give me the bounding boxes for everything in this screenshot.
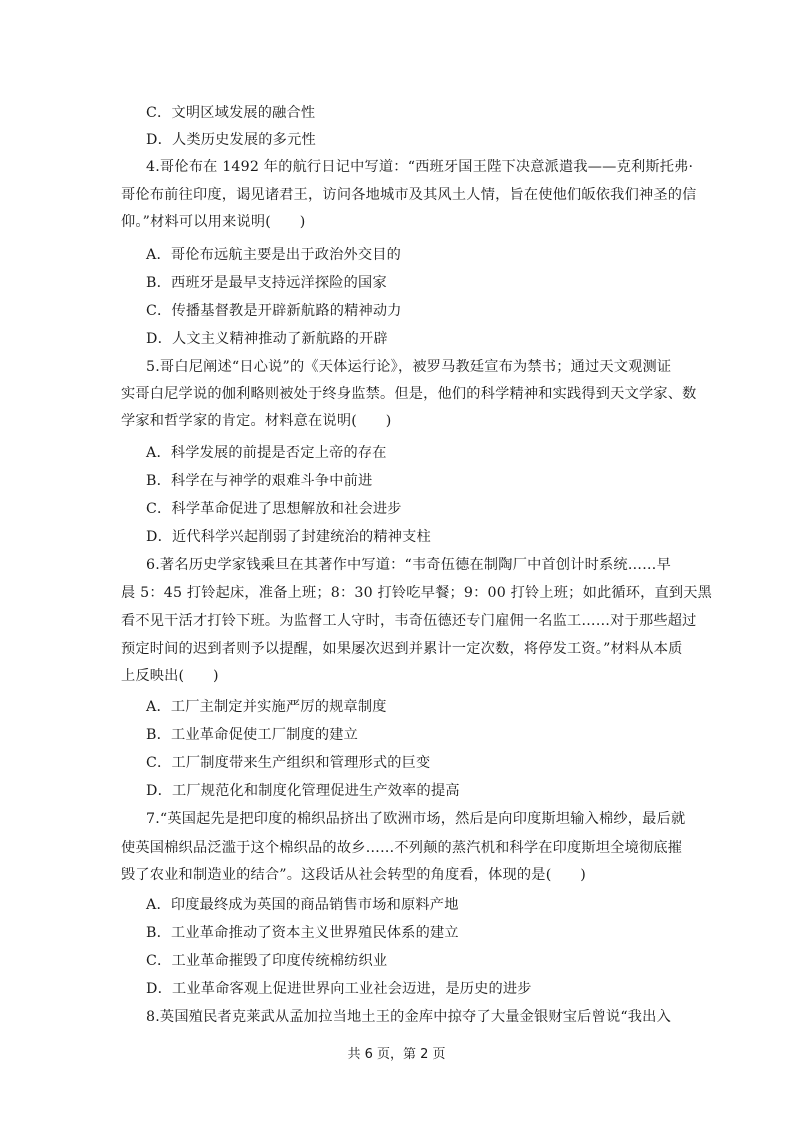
option-a: A．印度最终成为英国的商品销售市场和原料产地: [146, 897, 459, 913]
question-7-line: 毁了农业和制造业的结合”。这段话从社会转型的角度看，体现的是( ): [121, 867, 586, 883]
question-5-line: 学家和哲学家的肯定。材料意在说明( ): [121, 413, 392, 429]
question-6-line: 看不见干活才打铃下班。为监督工人守时，韦奇伍德还专门雇佣一名监工……对于那些超过: [121, 613, 697, 629]
question-8-line: 8.英国殖民者克莱武从孟加拉当地土王的金库中掠夺了大量金银财宝后曾说“我出入: [146, 1009, 671, 1025]
option-c: C．工厂制度带来生产组织和管理形式的巨变: [146, 755, 431, 771]
question-4-line: 仰。”材料可以用来说明( ): [121, 214, 306, 230]
option-c: C．传播基督教是开辟新航路的精神动力: [146, 303, 402, 319]
question-6-line: 上反映出( ): [121, 668, 219, 684]
option-b: B．工业革命推动了资本主义世界殖民体系的建立: [146, 925, 459, 941]
option-d: D．人文主义精神推动了新航路的开辟: [146, 331, 388, 347]
question-6-line: 6.著名历史学家钱乘旦在其著作中写道：“韦奇伍德在制陶厂中首创计时系统……早: [146, 557, 671, 573]
option-b: B．工业革命促使工厂制度的建立: [146, 727, 359, 743]
question-6-line: 预定时间的迟到者则予以提醒，如果屡次迟到并累计一定次数，将停发工资。”材料从本质: [121, 641, 683, 657]
question-6-line: 晨 5：45 打铃起床，准备上班；8：30 打铃吃早餐；9：00 打铃上班；如此循环，直到天黑: [121, 585, 713, 601]
page-footer: 共 6 页，第 2 页: [347, 1047, 446, 1062]
option-b: B．科学在与神学的艰难斗争中前进: [146, 473, 373, 489]
option-c: C．文明区域发展的融合性: [146, 105, 316, 121]
option-d: D．人类历史发展的多元性: [146, 132, 316, 148]
question-4-line: 哥伦布前往印度，谒见诸君王，访问各地城市及其风土人情，旨在使他们皈依我们神圣的信: [121, 187, 697, 203]
option-c: C．工业革命摧毁了印度传统棉纺织业: [146, 953, 388, 969]
option-d: D．工业革命客观上促进世界向工业社会迈进，是历史的进步: [146, 981, 532, 997]
question-4-line: 4.哥伦布在 1492 年的航行日记中写道：“西班牙国王陛下决意派遣我——克利斯托弗·: [146, 159, 694, 175]
question-5-line: 实哥白尼学说的伽利略则被处于终身监禁。但是，他们的科学精神和实践得到天文学家、数: [121, 386, 697, 402]
option-a: A．哥伦布远航主要是出于政治外交目的: [146, 247, 402, 263]
option-d: D．近代科学兴起削弱了封建统治的精神支柱: [146, 529, 431, 545]
option-b: B．西班牙是最早支持远洋探险的国家: [146, 275, 387, 291]
option-a: A．科学发展的前提是否定上帝的存在: [146, 445, 387, 461]
option-c: C．科学革命促进了思想解放和社会进步: [146, 501, 402, 517]
question-5-line: 5.哥白尼阐述“日心说”的《天体运行论》，被罗马教廷宣布为禁书；通过天文观测证: [146, 359, 672, 375]
option-a: A．工厂主制定并实施严厉的规章制度: [146, 699, 387, 715]
question-7-line: 使英国棉织品泛滥于这个棉织品的故乡……不列颠的蒸汽机和科学在印度斯坦全境彻底摧: [121, 840, 683, 856]
question-7-line: 7.“英国起先是把印度的棉织品挤出了欧洲市场，然后是向印度斯坦输入棉纱，最后就: [146, 811, 686, 827]
option-d: D．工厂规范化和制度化管理促进生产效率的提高: [146, 783, 460, 799]
